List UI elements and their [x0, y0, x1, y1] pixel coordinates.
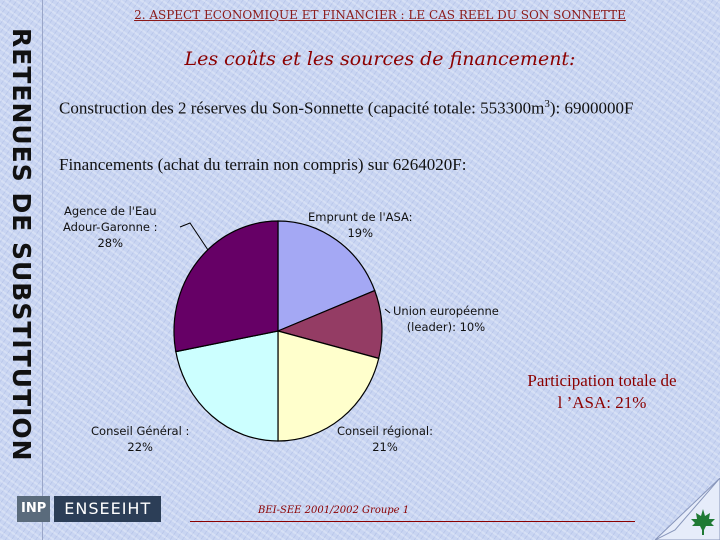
pie-label-line-0-0: Emprunt de l'ASA: [308, 210, 413, 224]
pie-label-line-4-0: Agence de l'Eau [63, 204, 157, 218]
asa-participation-note [507, 370, 697, 414]
enseeiht-logo [17, 496, 161, 522]
asa-participation-line-1: Participation totale de [527, 371, 677, 390]
slide-title: Les coûts et les sources de financement: [184, 48, 576, 70]
pie-label-line-1-1: (leader): 10% [406, 320, 486, 334]
financing-paragraph: Financements (achat du terrain non compris) sur 6264020F: [59, 155, 467, 174]
pie-label-agence-eau [63, 203, 158, 251]
paragraph1-after: ): 6900000F [549, 98, 634, 118]
paragraph1-before: Construction des 2 réserves du Son-Sonnette (capacité totale: 553300m [59, 98, 545, 118]
footer-divider [190, 521, 635, 522]
construction-cost-paragraph [59, 93, 699, 120]
pie-label-conseil-general [91, 423, 189, 455]
pie-label-line-2-0: Conseil régional: [337, 424, 433, 438]
maple-leaf-icon [690, 508, 716, 536]
pie-label-line-3-1: 22% [127, 440, 153, 454]
pie-leader-line-0 [180, 223, 208, 250]
pie-label-union-europeenne [393, 303, 499, 335]
pie-label-line-3-0: Conseil Général : [91, 424, 190, 438]
asa-participation-line-2: l ’ASA: 21% [557, 393, 647, 412]
pie-label-line-4-2: 28% [97, 236, 124, 250]
pie-label-emprunt-asa [308, 209, 413, 241]
logo-inp: INP [17, 496, 50, 522]
header-title: 2. ASPECT ECONOMIQUE ET FINANCIER : LE CAS REEL DU SON SONNETTE [134, 8, 626, 22]
footer-text: BEI-SEE 2001/2002 Groupe 1 [258, 505, 410, 516]
pie-label-line-1-0: Union européenne [393, 304, 499, 318]
pie-slice-4 [174, 221, 278, 352]
vertical-side-title: RETENUES DE SUBSTITUTION [7, 28, 36, 462]
pie-label-line-4-1: Adour-Garonne : [63, 220, 158, 234]
logo-name: ENSEEIHT [54, 496, 161, 522]
pie-chart-area [60, 195, 560, 465]
pie-label-conseil-regional [337, 423, 433, 455]
pie-label-line-0-1: 19% [347, 226, 374, 240]
pie-leader-line-1 [385, 309, 390, 313]
pie-label-line-2-1: 21% [372, 440, 398, 454]
paragraph1-sup: 3 [544, 98, 550, 110]
